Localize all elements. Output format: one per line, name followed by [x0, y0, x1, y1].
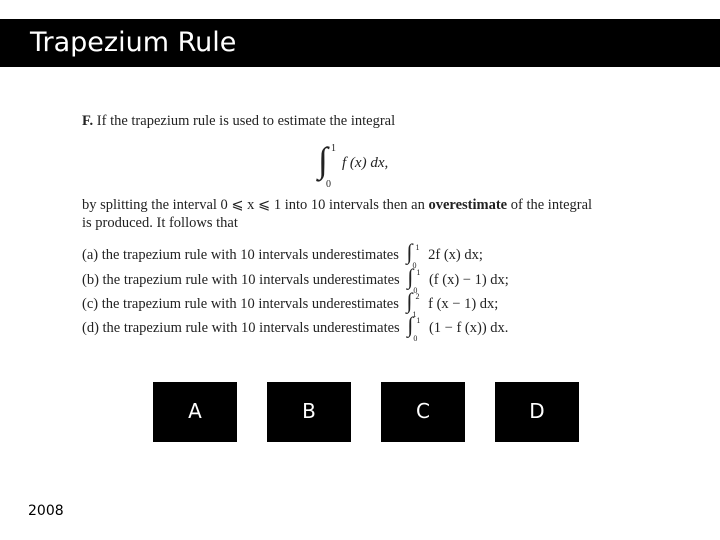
integral-lower-limit: 0: [326, 179, 331, 190]
answer-button-b[interactable]: [267, 382, 351, 442]
option-b: [82, 263, 509, 295]
option-d-expr: (1 − f (x)) dx.: [428, 320, 509, 336]
question-line-1-end: of the integral: [507, 197, 593, 213]
answer-label: B: [302, 399, 316, 423]
option-b-text: (b) the trapezium rule with 10 intervals underestimates: [82, 272, 400, 288]
main-integral: [318, 140, 438, 190]
answer-button-c[interactable]: [381, 382, 465, 442]
question-line-1: [82, 196, 592, 214]
question-label: F.: [82, 113, 94, 129]
integral-body: f (x) dx,: [342, 155, 389, 171]
integral-sign-icon: ∫: [318, 140, 328, 180]
option-a-expr: 2f (x) dx;: [428, 247, 483, 263]
year-label: 2008: [28, 503, 64, 519]
option-d-text: (d) the trapezium rule with 10 intervals underestimates: [82, 320, 400, 336]
option-b-expr: (f (x) − 1) dx;: [428, 272, 509, 288]
question-emphasis: overestimate: [428, 197, 508, 213]
option-d: [82, 311, 509, 343]
title-bar: [0, 19, 720, 67]
integral-sign-icon: ∫ 1 0: [406, 238, 420, 270]
integral-sign-icon: ∫ 1 0: [407, 263, 421, 295]
answer-label: A: [188, 399, 202, 423]
question-line-1-start: by splitting the interval 0 ⩽ x ⩽ 1 into 10 intervals then an: [82, 197, 429, 213]
question-intro: [82, 112, 395, 130]
question-intro-text: If the trapezium rule is used to estimate the integral: [96, 113, 396, 129]
answer-button-a[interactable]: [153, 382, 237, 442]
option-c-expr: f (x − 1) dx;: [428, 296, 499, 312]
slide-title: Trapezium Rule: [30, 27, 237, 58]
option-c-text: (c) the trapezium rule with 10 intervals underestimates: [82, 296, 399, 312]
answer-label: D: [529, 399, 545, 423]
integral-sign-icon: ∫ 2 1: [406, 287, 420, 319]
answer-label: C: [416, 399, 430, 423]
option-a: [82, 238, 483, 270]
option-a-text: (a) the trapezium rule with 10 intervals underestimates: [82, 247, 399, 263]
answer-button-d[interactable]: [495, 382, 579, 442]
question-line-2: is produced. It follows that: [82, 215, 238, 231]
integral-upper-limit: 1: [331, 143, 336, 154]
option-c: [82, 287, 499, 319]
integral-sign-icon: ∫ 1 0: [407, 311, 421, 343]
